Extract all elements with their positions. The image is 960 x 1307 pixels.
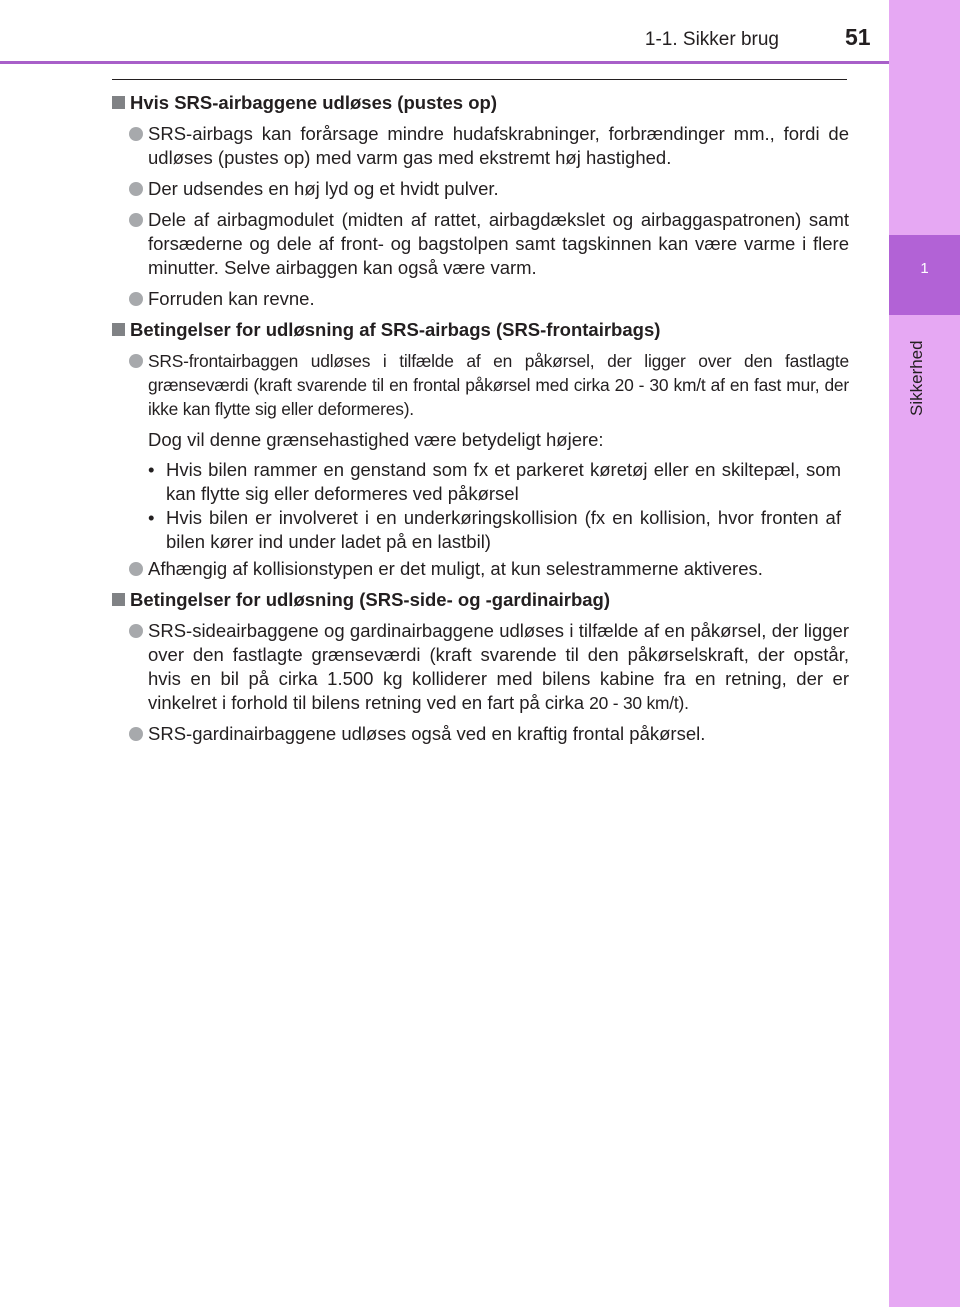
sub-list (112, 458, 849, 554)
section-heading: Hvis SRS-airbaggene udløses (pustes op) (112, 91, 849, 115)
list-item: Dele af airbagmodulet (midten af rattet, airbagdækslet og airbaggaspatronen) samt forsæderne og dele af front- og bagstolpen samt tagskinnen kan være varme i flere minutter. Selve airbaggen kan også være varm. (112, 208, 849, 280)
paragraph: Dog vil denne grænsehastighed være betydeligt højere: (148, 429, 604, 450)
page-number: 51 (845, 24, 871, 50)
sub-list-item: • Hvis bilen er involveret i en underkøringskollision (fx en kollision, hvor fronten af bilen kører ind under ladet på en lastbil) (112, 506, 849, 554)
list-item: Forruden kan revne. (112, 287, 849, 311)
chapter-number: 1 (920, 260, 929, 277)
list-item-text-tail: 20 - 30 km/t). (589, 693, 689, 713)
list-item: SRS-frontairbaggen udløses i tilfælde af en påkørsel, der ligger over den fastlagte grænseværdi (kraft svarende til en frontal påkørsel med cirka 20 - 30 km/t af en fast mur, der ikke kan flytte sig eller deformeres). (112, 349, 849, 421)
list-item (112, 619, 849, 715)
list-item: SRS-gardinairbaggene udløses også ved en kraftig frontal påkørsel. (112, 722, 849, 746)
header-section-title: 1-1. Sikker brug (644, 29, 779, 50)
list-item-text: SRS-sideairbaggene og gardinairbaggene udløses i tilfælde af en påkørsel, der ligger over den fastlagte grænseværdi (kraft svarende til den påkørselskraft, der opstår, hvis en bil på cirka 1.500 kg kolliderer med bilens kabine fra en retning, der er vinkelret i forhold til bilens retning ved en fart på cirka (148, 620, 849, 713)
chapter-label: Sikkerhed (907, 340, 926, 416)
list-item: Der udsendes en høj lyd og et hvidt pulver. (112, 177, 849, 201)
chapter-side-strip (889, 0, 960, 1307)
list-item: SRS-airbags kan forårsage mindre hudafskrabninger, forbrændinger mm., fordi de udløses (pustes op) med varm gas med ekstremt høj hastighed. (112, 122, 849, 170)
section-rule (112, 79, 847, 80)
section-heading: Betingelser for udløsning (SRS-side- og -gardinairbag) (112, 588, 849, 612)
page-content (112, 91, 849, 753)
section-heading: Betingelser for udløsning af SRS-airbags (SRS-frontairbags) (112, 318, 849, 342)
header-rule (0, 61, 889, 64)
sub-list-item: • Hvis bilen rammer en genstand som fx et parkeret køretøj eller en skiltepæl, som kan flytte sig eller deformeres ved påkørsel (112, 458, 849, 506)
list-item: Afhængig af kollisionstypen er det muligt, at kun selestrammerne aktiveres. (112, 557, 849, 581)
